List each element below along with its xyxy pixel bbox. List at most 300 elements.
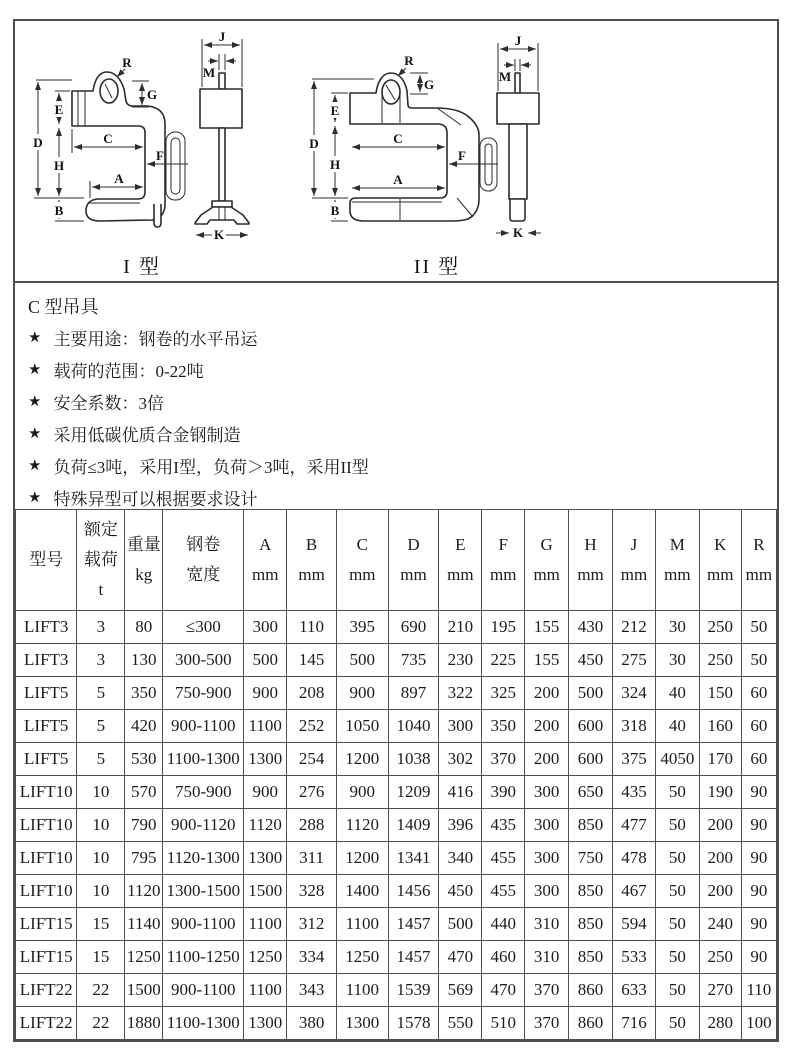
table-cell: 450: [569, 644, 613, 677]
table-cell: 570: [125, 776, 163, 809]
table-row: [16, 743, 777, 776]
table-cell: 430: [569, 611, 613, 644]
table-cell: LIFT5: [16, 677, 77, 710]
table-row: [16, 1007, 777, 1040]
product-title: C 型吊具: [28, 297, 99, 317]
table-cell: 50: [655, 875, 699, 908]
table-cell: 395: [336, 611, 388, 644]
table-cell: 370: [525, 1007, 569, 1040]
column-header: C mm: [336, 510, 388, 611]
table-cell: 790: [125, 809, 163, 842]
table-cell: 334: [287, 941, 337, 974]
table-cell: 300: [525, 809, 569, 842]
table-cell: 380: [287, 1007, 337, 1040]
table-cell: 300: [244, 611, 287, 644]
table-cell: 1100-1300: [163, 743, 244, 776]
table-cell: 318: [613, 710, 656, 743]
type1-drawing: [22, 31, 262, 246]
table-cell: 110: [741, 974, 776, 1007]
table-cell: 735: [388, 644, 439, 677]
table-cell: 100: [741, 1007, 776, 1040]
table-cell: LIFT10: [16, 842, 77, 875]
table-cell: 900-1120: [163, 809, 244, 842]
feature-item: [28, 353, 767, 385]
table-cell: LIFT15: [16, 941, 77, 974]
dim-label-k: K: [512, 225, 524, 240]
table-cell: 1300: [244, 743, 287, 776]
star-icon: ★: [28, 457, 42, 474]
table-cell: 212: [613, 611, 656, 644]
spec-tbody: [16, 611, 777, 1040]
dim-label-m: M: [498, 69, 512, 84]
table-cell: 325: [482, 677, 525, 710]
column-header: M mm: [655, 510, 699, 611]
table-row: [16, 809, 777, 842]
table-cell: 1457: [388, 941, 439, 974]
table-cell: 1300: [244, 842, 287, 875]
table-cell: LIFT3: [16, 644, 77, 677]
table-row: [16, 842, 777, 875]
table-cell: 50: [655, 908, 699, 941]
table-cell: 1120-1300: [163, 842, 244, 875]
table-cell: 50: [655, 809, 699, 842]
feature-item: [28, 417, 767, 449]
table-cell: 160: [699, 710, 741, 743]
table-cell: 594: [613, 908, 656, 941]
table-cell: 208: [287, 677, 337, 710]
column-header: D mm: [388, 510, 439, 611]
table-cell: LIFT10: [16, 875, 77, 908]
table-cell: 470: [439, 941, 482, 974]
table-cell: 60: [741, 743, 776, 776]
table-cell: ≤300: [163, 611, 244, 644]
table-cell: 1100: [244, 710, 287, 743]
table-cell: 396: [439, 809, 482, 842]
table-cell: 900: [336, 776, 388, 809]
table-cell: 300: [525, 842, 569, 875]
table-cell: 288: [287, 809, 337, 842]
table-cell: 750-900: [163, 776, 244, 809]
table-cell: 900: [244, 776, 287, 809]
dim-label-a: A: [114, 171, 124, 186]
table-cell: 90: [741, 941, 776, 974]
column-header: B mm: [287, 510, 337, 611]
table-cell: 90: [741, 842, 776, 875]
table-cell: LIFT22: [16, 1007, 77, 1040]
feature-text: 主要用途：钢卷的水平吊运: [53, 329, 258, 349]
table-cell: 350: [125, 677, 163, 710]
lifting-eye: [382, 80, 400, 104]
header-row: [16, 510, 777, 611]
table-cell: 1400: [336, 875, 388, 908]
table-cell: 300: [439, 710, 482, 743]
table-cell: 530: [125, 743, 163, 776]
dim-label-m: M: [202, 65, 216, 80]
table-cell: 210: [439, 611, 482, 644]
table-row: [16, 644, 777, 677]
table-cell: 435: [482, 809, 525, 842]
dim-label-c: C: [393, 131, 403, 146]
star-icon: ★: [28, 425, 42, 442]
table-cell: 900: [336, 677, 388, 710]
dim-label-b: B: [54, 203, 64, 218]
table-cell: 850: [569, 875, 613, 908]
table-cell: 900: [244, 677, 287, 710]
table-cell: 1100: [244, 908, 287, 941]
table-cell: 1100: [336, 908, 388, 941]
table-cell: 1300: [336, 1007, 388, 1040]
table-cell: 1200: [336, 743, 388, 776]
dim-label-d: D: [309, 136, 319, 151]
table-cell: 1140: [125, 908, 163, 941]
table-cell: 22: [77, 1007, 125, 1040]
spec-table: [15, 509, 777, 1040]
dim-label-e: E: [330, 103, 340, 118]
column-header: 型号: [16, 510, 77, 611]
table-cell: 324: [613, 677, 656, 710]
table-cell: 200: [699, 875, 741, 908]
dim-label-f: F: [156, 148, 164, 163]
table-cell: 550: [439, 1007, 482, 1040]
table-cell: 4050: [655, 743, 699, 776]
table-cell: 252: [287, 710, 337, 743]
intro-panel: [15, 283, 777, 509]
foot-base: [195, 207, 249, 224]
table-cell: 467: [613, 875, 656, 908]
table-cell: 860: [569, 1007, 613, 1040]
table-cell: LIFT10: [16, 776, 77, 809]
star-icon: ★: [28, 393, 42, 410]
dim-label-c: C: [103, 131, 113, 146]
column-header: G mm: [525, 510, 569, 611]
table-cell: 50: [655, 1007, 699, 1040]
table-cell: 170: [699, 743, 741, 776]
feature-text: 特殊异型可以根据要求设计: [53, 489, 258, 509]
type1-figure: [22, 31, 262, 279]
table-row: [16, 974, 777, 1007]
table-cell: 440: [482, 908, 525, 941]
table-cell: 10: [77, 875, 125, 908]
column-header: H mm: [569, 510, 613, 611]
dim-label-h: H: [53, 158, 65, 173]
table-cell: LIFT10: [16, 809, 77, 842]
table-cell: LIFT22: [16, 974, 77, 1007]
table-cell: 50: [741, 644, 776, 677]
feature-item: [28, 321, 767, 353]
table-row: [16, 677, 777, 710]
table-cell: 254: [287, 743, 337, 776]
shackle-pin: [219, 73, 225, 89]
dim-label-d: D: [33, 135, 43, 150]
keeper-lip: [154, 204, 161, 227]
table-cell: 30: [655, 611, 699, 644]
dim-label-b: B: [330, 203, 340, 218]
table-cell: 500: [244, 644, 287, 677]
table-cell: 420: [125, 710, 163, 743]
arm-shaft: [509, 124, 527, 199]
column-header: F mm: [482, 510, 525, 611]
table-cell: 190: [699, 776, 741, 809]
table-cell: 200: [525, 677, 569, 710]
table-row: [16, 908, 777, 941]
table-cell: 1300-1500: [163, 875, 244, 908]
table-cell: 716: [613, 1007, 656, 1040]
column-header: 额定 载荷 t: [77, 510, 125, 611]
table-cell: 1100-1250: [163, 941, 244, 974]
table-cell: 370: [525, 974, 569, 1007]
table-cell: 343: [287, 974, 337, 1007]
table-cell: 280: [699, 1007, 741, 1040]
table-cell: 200: [525, 743, 569, 776]
table-cell: 500: [336, 644, 388, 677]
table-cell: 80: [125, 611, 163, 644]
column-header: 钢卷 宽度: [163, 510, 244, 611]
table-cell: 1409: [388, 809, 439, 842]
feature-text: 安全系数：3倍: [53, 393, 164, 413]
table-cell: 340: [439, 842, 482, 875]
table-cell: 15: [77, 908, 125, 941]
table-cell: 310: [525, 941, 569, 974]
table-cell: 3: [77, 611, 125, 644]
table-cell: 250: [699, 644, 741, 677]
type2-figure: [302, 31, 572, 279]
table-cell: 90: [741, 776, 776, 809]
table-cell: 510: [482, 1007, 525, 1040]
column-header: R mm: [741, 510, 776, 611]
table-cell: 328: [287, 875, 337, 908]
table-cell: 60: [741, 710, 776, 743]
star-icon: ★: [28, 361, 42, 378]
table-cell: 1120: [336, 809, 388, 842]
table-cell: 50: [655, 776, 699, 809]
table-cell: 240: [699, 908, 741, 941]
table-cell: 375: [613, 743, 656, 776]
table-cell: 311: [287, 842, 337, 875]
table-cell: 1209: [388, 776, 439, 809]
table-cell: 650: [569, 776, 613, 809]
table-cell: 860: [569, 974, 613, 1007]
table-cell: 50: [655, 842, 699, 875]
table-cell: 633: [613, 974, 656, 1007]
table-cell: LIFT15: [16, 908, 77, 941]
table-cell: 1250: [336, 941, 388, 974]
table-cell: 1120: [125, 875, 163, 908]
type1-caption: I 型: [123, 256, 161, 278]
foot-base: [510, 199, 525, 221]
feature-item: [28, 385, 767, 417]
table-cell: 150: [699, 677, 741, 710]
document-page: [13, 19, 779, 1042]
table-cell: 200: [525, 710, 569, 743]
table-cell: 750-900: [163, 677, 244, 710]
table-cell: 130: [125, 644, 163, 677]
table-cell: 1100-1300: [163, 1007, 244, 1040]
handle-outline: [166, 132, 185, 200]
table-cell: 50: [655, 941, 699, 974]
table-cell: 90: [741, 809, 776, 842]
table-cell: 455: [482, 842, 525, 875]
table-cell: 1250: [244, 941, 287, 974]
table-cell: 390: [482, 776, 525, 809]
table-cell: 1500: [244, 875, 287, 908]
table-cell: 1100: [244, 974, 287, 1007]
table-cell: 1200: [336, 842, 388, 875]
table-cell: 1457: [388, 908, 439, 941]
table-cell: 1880: [125, 1007, 163, 1040]
table-cell: 230: [439, 644, 482, 677]
table-cell: 22: [77, 974, 125, 1007]
table-cell: 10: [77, 842, 125, 875]
column-header: K mm: [699, 510, 741, 611]
dim-label-e: E: [54, 102, 64, 117]
dim-label-j: J: [218, 31, 226, 44]
table-cell: 250: [699, 941, 741, 974]
table-cell: 225: [482, 644, 525, 677]
type2-drawing: [302, 31, 572, 246]
table-cell: 30: [655, 644, 699, 677]
table-cell: 850: [569, 908, 613, 941]
table-cell: 533: [613, 941, 656, 974]
table-cell: 1341: [388, 842, 439, 875]
table-cell: 1120: [244, 809, 287, 842]
table-cell: 1539: [388, 974, 439, 1007]
dim-label-r: R: [404, 53, 414, 68]
table-cell: 5: [77, 710, 125, 743]
column-header: A mm: [244, 510, 287, 611]
feature-text: 负荷≤3吨，采用I型，负荷＞3吨，采用II型: [53, 457, 369, 477]
table-row: [16, 611, 777, 644]
table-cell: 1578: [388, 1007, 439, 1040]
column-header: 重量 kg: [125, 510, 163, 611]
dim-label-j: J: [514, 33, 522, 48]
table-cell: 500: [439, 908, 482, 941]
table-cell: 1456: [388, 875, 439, 908]
table-cell: 155: [525, 644, 569, 677]
table-cell: 312: [287, 908, 337, 941]
dim-label-a: A: [393, 172, 403, 187]
table-cell: 270: [699, 974, 741, 1007]
table-cell: 276: [287, 776, 337, 809]
table-row: [16, 776, 777, 809]
table-cell: 900-1100: [163, 710, 244, 743]
table-cell: 690: [388, 611, 439, 644]
star-icon: ★: [28, 329, 42, 346]
table-cell: 1100: [336, 974, 388, 1007]
table-cell: 900-1100: [163, 908, 244, 941]
table-cell: 200: [699, 809, 741, 842]
table-row: [16, 941, 777, 974]
table-cell: LIFT5: [16, 710, 77, 743]
table-cell: 1050: [336, 710, 388, 743]
shackle-pin: [515, 73, 520, 93]
table-cell: 40: [655, 677, 699, 710]
table-cell: 600: [569, 743, 613, 776]
star-icon: ★: [28, 489, 42, 506]
table-cell: 435: [613, 776, 656, 809]
dim-label-k: K: [213, 227, 225, 242]
table-cell: LIFT3: [16, 611, 77, 644]
table-cell: 460: [482, 941, 525, 974]
table-cell: 40: [655, 710, 699, 743]
table-cell: 1038: [388, 743, 439, 776]
dim-label-f: F: [458, 148, 466, 163]
table-cell: 1500: [125, 974, 163, 1007]
table-cell: 300: [525, 776, 569, 809]
table-cell: 300-500: [163, 644, 244, 677]
feature-text: 载荷的范围：0-22吨: [53, 361, 204, 381]
table-cell: 50: [741, 611, 776, 644]
table-cell: 322: [439, 677, 482, 710]
table-cell: 110: [287, 611, 337, 644]
table-cell: 60: [741, 677, 776, 710]
body-front: [200, 89, 242, 128]
table-cell: 1040: [388, 710, 439, 743]
body-front: [497, 93, 539, 124]
table-cell: 250: [699, 611, 741, 644]
dim-label-h: H: [329, 157, 341, 172]
table-cell: 900-1100: [163, 974, 244, 1007]
column-header: J mm: [613, 510, 656, 611]
table-cell: LIFT5: [16, 743, 77, 776]
table-row: [16, 710, 777, 743]
table-cell: 275: [613, 644, 656, 677]
table-cell: 300: [525, 875, 569, 908]
table-cell: 600: [569, 710, 613, 743]
table-cell: 477: [613, 809, 656, 842]
table-cell: 569: [439, 974, 482, 1007]
table-cell: 478: [613, 842, 656, 875]
table-cell: 10: [77, 809, 125, 842]
table-cell: 90: [741, 875, 776, 908]
table-cell: 450: [439, 875, 482, 908]
table-cell: 850: [569, 941, 613, 974]
table-cell: 455: [482, 875, 525, 908]
table-cell: 470: [482, 974, 525, 1007]
dim-label-g: G: [424, 77, 435, 92]
table-cell: 350: [482, 710, 525, 743]
table-cell: 500: [569, 677, 613, 710]
table-cell: 15: [77, 941, 125, 974]
table-cell: 310: [525, 908, 569, 941]
table-cell: 200: [699, 842, 741, 875]
table-cell: 370: [482, 743, 525, 776]
table-cell: 3: [77, 644, 125, 677]
feature-text: 采用低碳优质合金钢制造: [53, 425, 241, 445]
feature-item: [28, 449, 767, 481]
table-cell: 302: [439, 743, 482, 776]
dim-label-r: R: [122, 55, 132, 70]
table-cell: 750: [569, 842, 613, 875]
table-cell: 850: [569, 809, 613, 842]
table-cell: 416: [439, 776, 482, 809]
table-cell: 1250: [125, 941, 163, 974]
table-cell: 155: [525, 611, 569, 644]
diagram-panel: [15, 21, 777, 283]
column-header: E mm: [439, 510, 482, 611]
table-cell: 90: [741, 908, 776, 941]
table-cell: 5: [77, 677, 125, 710]
table-cell: 145: [287, 644, 337, 677]
arm-shaft: [219, 128, 225, 201]
type2-caption: II 型: [413, 256, 461, 278]
table-cell: 1300: [244, 1007, 287, 1040]
table-cell: 195: [482, 611, 525, 644]
table-cell: 50: [655, 974, 699, 1007]
dim-label-g: G: [147, 87, 158, 102]
table-cell: 5: [77, 743, 125, 776]
table-cell: 897: [388, 677, 439, 710]
table-cell: 795: [125, 842, 163, 875]
